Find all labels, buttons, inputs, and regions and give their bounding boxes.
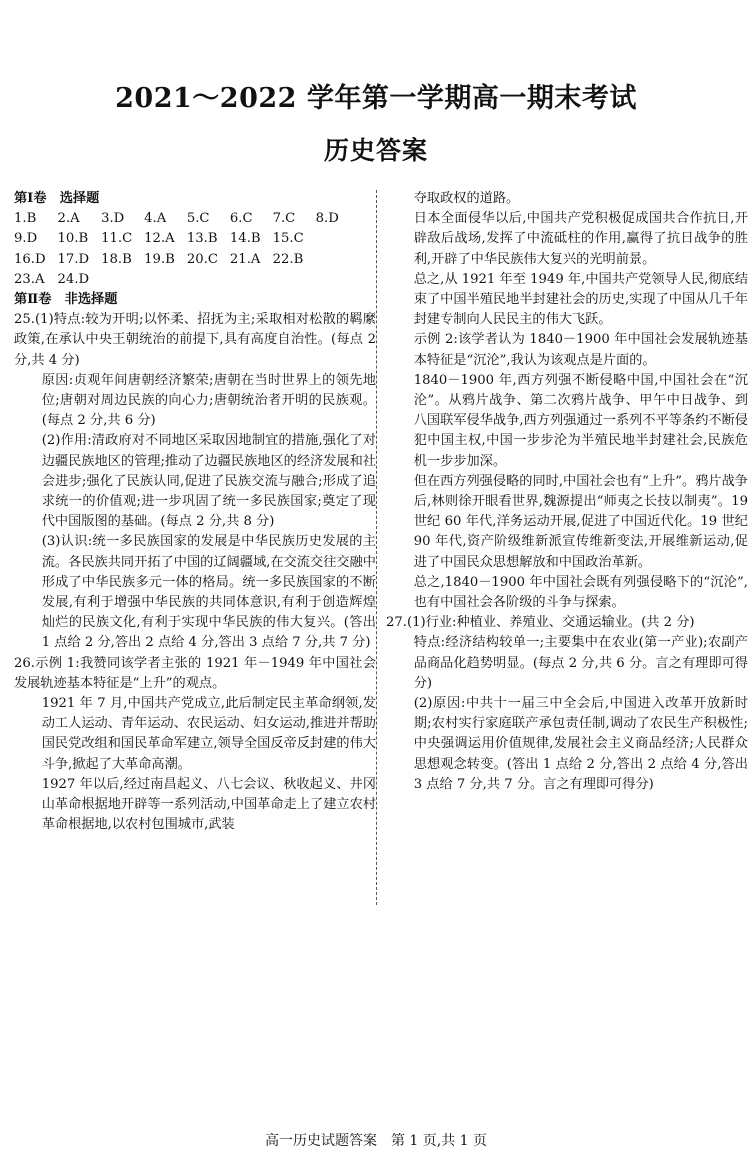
answer-item: 22.B bbox=[272, 251, 304, 267]
q26-paragraph: 26.示例 1:我赞同该学者主张的 1921 年－1949 年中国社会发展轨迹基本特征是“上升”的观点。 bbox=[14, 655, 376, 691]
q26-paragraph: 示例 2:该学者认为 1840－1900 年中国社会发展轨迹基本特征是“沉沦”,我认为该观点是片面的。 bbox=[413, 332, 748, 368]
q27-paragraph: (2)原因:中共十一届三中全会后,中国进入改革开放新时期;农村实行家庭联产承包责任制,调动了农民生产积极性;中央强调运用价值规律,发展社会主义商品经济;人民群众思想观念转变。(答出 1 点给 2 分,答出 2 点给 4 分,答出 3 点给 7 分,共 7 分。言之有理即可得分) bbox=[413, 696, 748, 792]
answer-item: 8.D bbox=[315, 211, 339, 227]
answer-item: 24.D bbox=[57, 271, 90, 287]
answer-item: 23.A bbox=[14, 271, 45, 287]
answer-item: 21.A bbox=[229, 251, 261, 267]
answer-item: 7.C bbox=[272, 211, 296, 227]
answer-item: 4.A bbox=[144, 211, 167, 227]
page-footer: 高一历史试题答案 第 1 页,共 1 页 bbox=[264, 1133, 488, 1149]
q25-paragraph: 25.(1)特点:较为开明;以怀柔、招抚为主;采取相对松散的羁縻政策,在承认中央王朝统治的前提下,具有高度自治性。(每点 2 分,共 4 分) bbox=[14, 312, 376, 368]
left-column bbox=[14, 189, 376, 836]
q25-paragraph: (2)作用:清政府对不同地区采取因地制宜的措施,强化了对边疆民族地区的管理;推动了边疆民族地区的经济发展和社会进步;强化了民族认同,促进了民族交流与融合;形成了追求统一的价值观;进一步巩固了统一多民族国家;奠定了现代中国版图的基础。(每点 2 分,共 8 分) bbox=[41, 433, 376, 530]
answer-item: 20.C bbox=[186, 251, 218, 267]
q27-paragraph: 27.(1)行业:种植业、养殖业、交通运输业。(共 2 分) bbox=[386, 615, 695, 631]
answer-item: 13.B bbox=[186, 231, 218, 247]
q26-paragraph: 1840－1900 年,西方列强不断侵略中国,中国社会在“沉沦”。从鸦片战争、第二次鸦片战争、甲午中日战争、到八国联军侵华战争,西方列强通过一系列不平等条约不断侵犯中国主权,中国一步步沦为半殖民地半封建社会,民族危机一步步加深。 bbox=[413, 372, 748, 469]
q27-paragraph: 特点:经济结构较单一;主要集中在农业(第一产业);农副产品商品化趋势明显。(每点 2 分,共 6 分。言之有理即可得分) bbox=[413, 635, 748, 691]
part1-heading: 第Ⅰ卷 选择题 bbox=[14, 191, 100, 206]
q26-paragraph: 1927 年以后,经过南昌起义、八七会议、秋收起义、井冈山革命根据地开辟等一系列活动,中国革命走上了建立农村革命根据地,以农村包围城市,武装 bbox=[41, 776, 376, 833]
q26-paragraph: 夺取政权的道路。 bbox=[413, 191, 520, 206]
q26-paragraph: 但在西方列强侵略的同时,中国社会也有“上升”。鸦片战争后,林则徐开眼看世界,魏源提出“师夷之长技以制夷”。19 世纪 60 年代,洋务运动开展,促进了中国近代化。19 世纪 90 年代,资产阶级维新派宣传维新变法,开展维新运动,促进了中国民众思想解放和中国政治革新。 bbox=[413, 473, 748, 570]
page-subtitle: 历史答案 bbox=[323, 136, 428, 165]
column-divider bbox=[376, 190, 377, 905]
answer-item: 3.D bbox=[101, 211, 125, 227]
part2-heading: 第Ⅱ卷 非选择题 bbox=[14, 292, 118, 308]
answer-item: 19.B bbox=[144, 251, 175, 267]
q26-paragraph: 日本全面侵华以后,中国共产党积极促成国共合作抗日,开辟敌后战场,发挥了中流砥柱的作用,赢得了抗日战争的胜利,开辟了中华民族伟大复兴的光明前景。 bbox=[413, 211, 748, 267]
answer-item: 17.D bbox=[57, 251, 90, 267]
answer-item: 16.D bbox=[14, 251, 46, 267]
q26-paragraph: 总之,从 1921 年至 1949 年,中国共产党领导人民,彻底结束了中国半殖民地半封建社会的历史,实现了中国从几千年封建专制向人民民主的伟大飞跃。 bbox=[413, 271, 748, 328]
q25-paragraph: 原因:贞观年间唐朝经济繁荣;唐朝在当时世界上的领先地位;唐朝对周边民族的向心力;唐朝统治者开明的民族观。(每点 2 分,共 6 分) bbox=[41, 372, 376, 429]
answer-item: 18.B bbox=[101, 251, 132, 267]
answer-item: 11.C bbox=[101, 231, 133, 247]
q26-paragraph: 总之,1840－1900 年中国社会既有列强侵略下的“沉沦”,也有中国社会各阶级的斗争与探索。 bbox=[413, 574, 748, 611]
answer-item: 1.B bbox=[14, 211, 37, 227]
answer-item: 5.C bbox=[186, 211, 210, 227]
right-column bbox=[386, 189, 748, 795]
page-title: 2021～2022 学年第一学期高一期末考试 bbox=[115, 83, 637, 114]
answer-item: 6.C bbox=[229, 211, 253, 227]
answer-item: 15.C bbox=[272, 231, 304, 247]
answer-item: 10.B bbox=[57, 231, 89, 247]
answer-item: 14.B bbox=[229, 231, 261, 247]
answer-item: 2.A bbox=[57, 211, 80, 227]
choice-answers-grid bbox=[14, 209, 376, 290]
q26-paragraph: 1921 年 7 月,中国共产党成立,此后制定民主革命纲领,发动工人运动、青年运动、农民运动、妇女运动,推进并帮助国民党改组和国民革命军建立,领导全国反帝反封建的伟大斗争,掀起了大革命高潮。 bbox=[41, 696, 376, 772]
answer-item: 9.D bbox=[14, 231, 38, 247]
answer-item: 12.A bbox=[144, 231, 175, 247]
q25-paragraph: (3)认识:统一多民族国家的发展是中华民族历史发展的主流。各民族共同开拓了中国的辽阔疆域,在交流交往交融中形成了中华民族多元一体的格局。统一多民族国家的不断发展,有利于增强中华民族的共同体意识,有利于创造辉煌灿烂的民族文化,有利于实现中华民族的伟大复兴。(答出 1 点给 2 分,答出 2 点给 4 分,答出 3 点给 7 分,共 7 分) bbox=[41, 534, 376, 651]
